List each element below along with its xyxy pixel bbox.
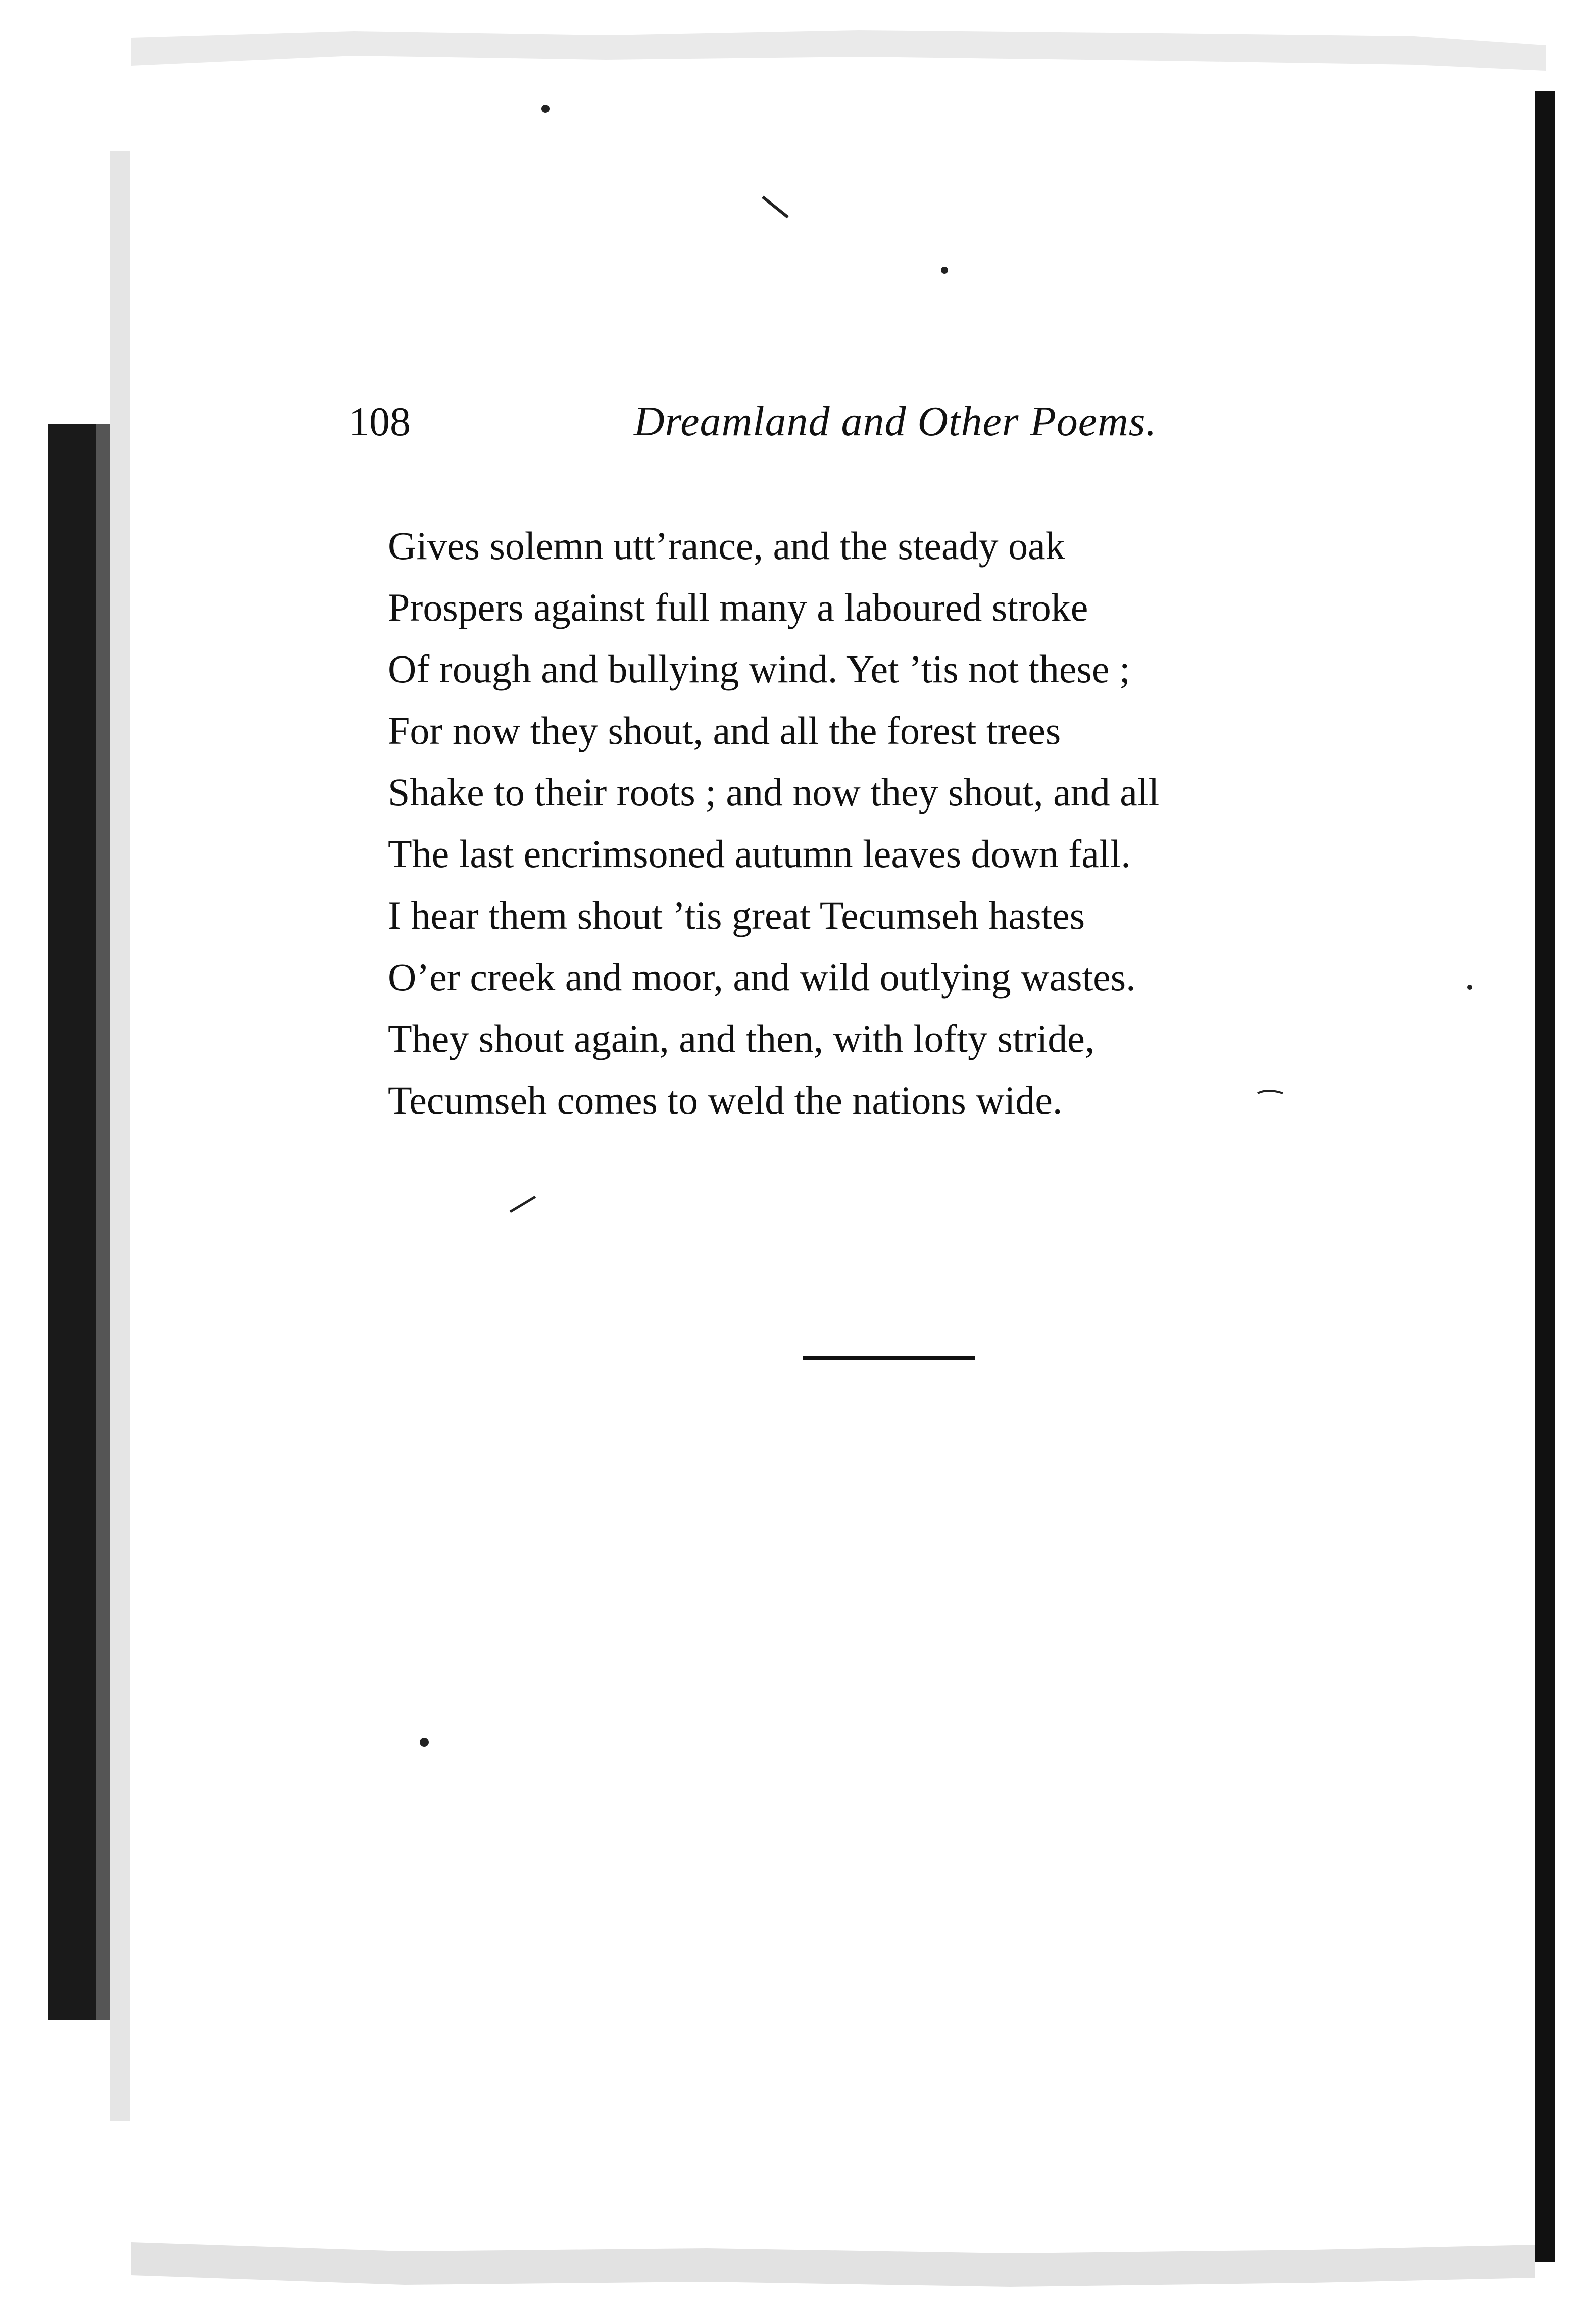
running-title: Dreamland and Other Poems. (634, 398, 1157, 445)
section-divider-rule (803, 1356, 975, 1360)
poem-line: Shake to their roots ; and now they shout, and all (388, 770, 1160, 814)
poem-line: The last encrimsoned autumn leaves down fall. (388, 832, 1131, 876)
poem-line: I hear them shout ’tis great Tecumseh hastes (388, 893, 1085, 937)
page-header (349, 394, 1283, 449)
poem-line: Gives solemn utt’rance, and the steady oak (388, 524, 1065, 568)
poem-line: For now they shout, and all the forest trees (388, 709, 1061, 752)
poem-line: Prospers against full many a laboured stroke (388, 585, 1088, 629)
poem-line: Of rough and bullying wind. Yet ’tis not these ; (388, 647, 1130, 691)
page-number: 108 (349, 398, 411, 444)
poem-line: They shout again, and then, with lofty stride, (388, 1017, 1095, 1060)
poem-line: Tecumseh comes to weld the nations wide. (388, 1078, 1063, 1122)
poem-line: O’er creek and moor, and wild outlying wastes. (388, 955, 1136, 999)
poem-stanza (388, 515, 1423, 1131)
